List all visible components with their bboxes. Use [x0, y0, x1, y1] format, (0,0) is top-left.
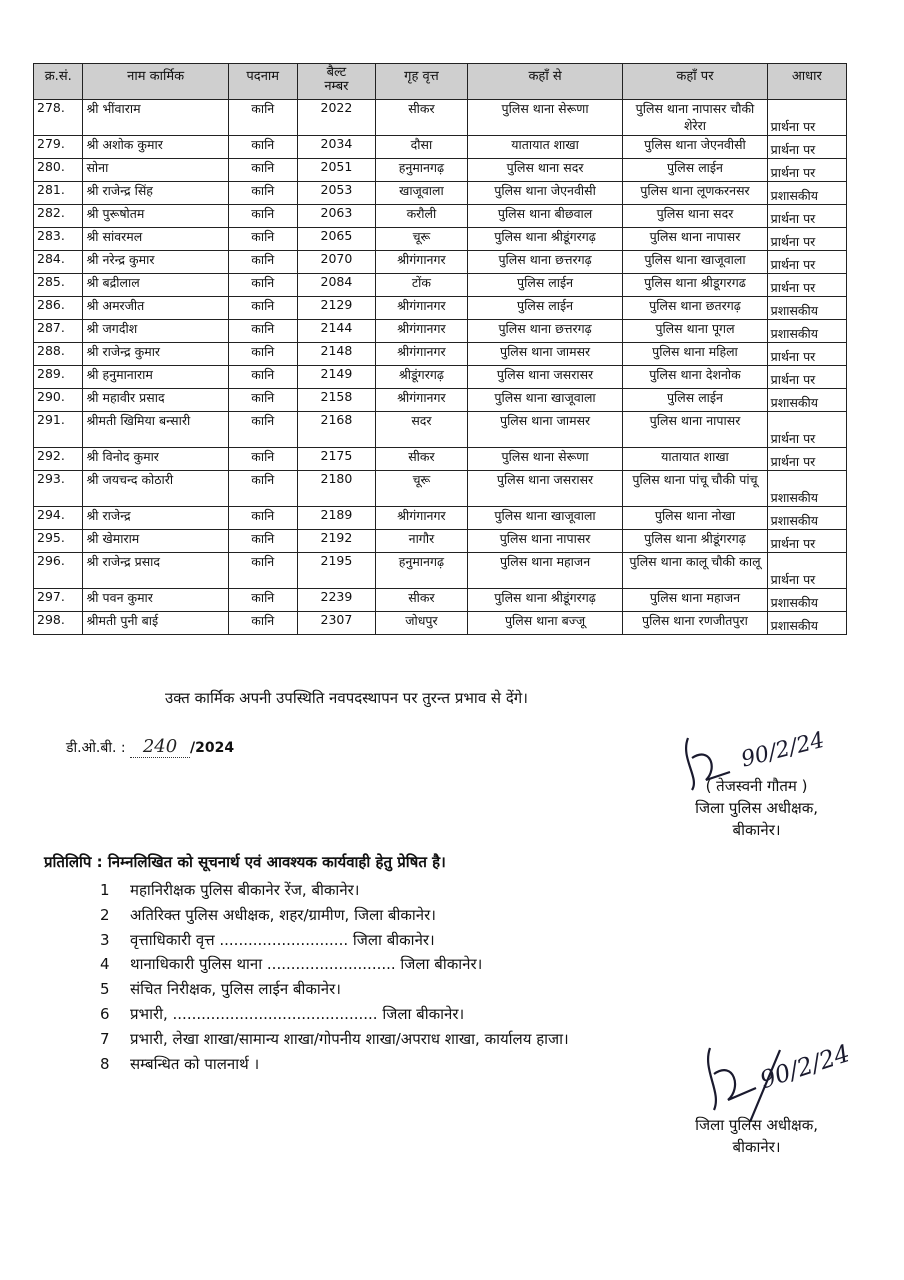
- table-row: [34, 448, 847, 471]
- table-row: [34, 589, 847, 612]
- cell-sn: 296.: [34, 553, 83, 589]
- cell-post: कानि: [228, 612, 297, 635]
- copy-item-number: 8: [100, 1054, 110, 1073]
- cell-to: पुलिस थाना रणजीतपुरा: [623, 612, 767, 635]
- cell-from: पुलिस थाना खाजूवाला: [467, 389, 623, 412]
- cell-name: श्री नरेन्द्र कुमार: [83, 251, 228, 274]
- cell-sn: 278.: [34, 100, 83, 136]
- cell-belt: 2144: [297, 320, 375, 343]
- cell-sn: 293.: [34, 471, 83, 507]
- cell-name: श्रीमती पुनी बाई: [83, 612, 228, 635]
- copy-item-text: प्रभारी, ........................................... जिला बीकानेर।: [130, 1004, 465, 1023]
- cell-post: कानि: [228, 366, 297, 389]
- cell-name: श्री सांवरमल: [83, 228, 228, 251]
- cell-basis: प्रशासकीय: [767, 389, 846, 412]
- cell-from: पुलिस थाना सदर: [467, 159, 623, 182]
- cell-name: सोना: [83, 159, 228, 182]
- signatory2-place: बीकानेर।: [732, 1138, 781, 1156]
- copy-list-item: [100, 1052, 569, 1077]
- cell-to: पुलिस थाना जेएनवीसी: [623, 136, 767, 159]
- cell-to: पुलिस थाना श्रीडूगरगढ: [623, 274, 767, 297]
- cell-name: श्री बद्रीलाल: [83, 274, 228, 297]
- cell-home: जोधपुर: [376, 612, 468, 635]
- cell-to: पुलिस थाना नापासर: [623, 412, 767, 448]
- cell-post: कानि: [228, 159, 297, 182]
- copy-item-text: वृत्ताधिकारी वृत्त ........................... जिला बीकानेर।: [130, 930, 435, 949]
- copy-item-number: 5: [100, 980, 110, 999]
- cell-from: पुलिस थाना छत्तरगढ़: [467, 251, 623, 274]
- table-row: [34, 159, 847, 182]
- header-post: पदनाम: [228, 64, 297, 100]
- cell-basis: प्रशासकीय: [767, 471, 846, 507]
- header-home: गृह वृत्त: [376, 64, 468, 100]
- copy-list-item: [100, 1027, 569, 1052]
- signatory-block: [695, 775, 818, 841]
- cell-sn: 292.: [34, 448, 83, 471]
- cell-basis: प्रार्थना पर: [767, 366, 846, 389]
- copy-item-number: 1: [100, 881, 110, 899]
- cell-basis: प्रशासकीय: [767, 297, 846, 320]
- copy-item-number: 4: [100, 955, 110, 974]
- cell-home: सीकर: [376, 100, 468, 136]
- header-name: नाम कार्मिक: [83, 64, 228, 100]
- cell-post: कानि: [228, 182, 297, 205]
- cell-basis: प्रशासकीय: [767, 507, 846, 530]
- dob-number: 240: [130, 736, 190, 758]
- cell-belt: 2168: [297, 412, 375, 448]
- table-row: [34, 366, 847, 389]
- cell-basis: प्रार्थना पर: [767, 343, 846, 366]
- cell-belt: 2180: [297, 471, 375, 507]
- cell-sn: 287.: [34, 320, 83, 343]
- cell-belt: 2022: [297, 100, 375, 136]
- cell-to: पुलिस थाना पांचू चौकी पांचू: [623, 471, 767, 507]
- cell-to: पुलिस थाना लूणकरनसर: [623, 182, 767, 205]
- signatory-block-2: [695, 1114, 818, 1158]
- cell-belt: 2034: [297, 136, 375, 159]
- cell-sn: 295.: [34, 530, 83, 553]
- signature-date-2: 90/2/24: [756, 1039, 854, 1095]
- cell-post: कानि: [228, 343, 297, 366]
- cell-home: सीकर: [376, 448, 468, 471]
- table-row: [34, 136, 847, 159]
- cell-home: हनुमानगढ़: [376, 159, 468, 182]
- cell-basis: प्रार्थना पर: [767, 530, 846, 553]
- copy-list-item: [100, 903, 569, 928]
- dob-prefix: डी.ओ.बी. :: [66, 740, 126, 756]
- table-row: [34, 507, 847, 530]
- cell-home: सीकर: [376, 589, 468, 612]
- cell-name: श्री खेमाराम: [83, 530, 228, 553]
- copy-item-number: 3: [100, 930, 110, 949]
- cell-post: कानि: [228, 553, 297, 589]
- cell-sn: 294.: [34, 507, 83, 530]
- cell-sn: 298.: [34, 612, 83, 635]
- dob-year: /2024: [190, 740, 235, 756]
- cell-post: कानि: [228, 589, 297, 612]
- cell-belt: 2051: [297, 159, 375, 182]
- cell-sn: 281.: [34, 182, 83, 205]
- cell-name: श्री जयचन्द कोठारी: [83, 471, 228, 507]
- copy-item-text: अतिरिक्त पुलिस अधीक्षक, शहर/ग्रामीण, जिला बीकानेर।: [130, 905, 436, 924]
- cell-home: श्रीगंगानगर: [376, 320, 468, 343]
- cell-name: श्री महावीर प्रसाद: [83, 389, 228, 412]
- copy-item-text: प्रभारी, लेखा शाखा/सामान्य शाखा/गोपनीय शाखा/अपराध शाखा, कार्यालय हाजा।: [130, 1029, 569, 1048]
- signatory2-designation: जिला पुलिस अधीक्षक,: [695, 1116, 818, 1134]
- cell-home: श्रीगंगानगर: [376, 389, 468, 412]
- cell-basis: प्रार्थना पर: [767, 136, 846, 159]
- cell-post: कानि: [228, 100, 297, 136]
- table-row: [34, 412, 847, 448]
- cell-home: श्रीगंगानगर: [376, 343, 468, 366]
- cell-to: पुलिस थाना कालू चौकी कालू: [623, 553, 767, 589]
- cell-to: पुलिस थाना नोखा: [623, 507, 767, 530]
- cell-from: पुलिस थाना श्रीडूंगरगढ़: [467, 228, 623, 251]
- cell-home: चूरू: [376, 228, 468, 251]
- cell-from: पुलिस थाना छत्तरगढ़: [467, 320, 623, 343]
- cell-name: श्रीमती खिमिया बन्सारी: [83, 412, 228, 448]
- cell-home: चूरू: [376, 471, 468, 507]
- cell-name: श्री पुरूषोतम: [83, 205, 228, 228]
- cell-belt: 2053: [297, 182, 375, 205]
- cell-basis: प्रार्थना पर: [767, 274, 846, 297]
- cell-to: पुलिस थाना सदर: [623, 205, 767, 228]
- copy-item-text: महानिरीक्षक पुलिस बीकानेर रेंज, बीकानेर।: [130, 881, 360, 899]
- cell-home: श्रीगंगानगर: [376, 507, 468, 530]
- header-belt: बैल्ट नम्बर: [297, 64, 375, 100]
- cell-from: पुलिस थाना बीछवाल: [467, 205, 623, 228]
- cell-belt: 2149: [297, 366, 375, 389]
- cell-basis: प्रार्थना पर: [767, 251, 846, 274]
- table-row: [34, 297, 847, 320]
- cell-post: कानि: [228, 320, 297, 343]
- cell-basis: प्रार्थना पर: [767, 448, 846, 471]
- cell-post: कानि: [228, 507, 297, 530]
- cell-name: श्री हनुमानाराम: [83, 366, 228, 389]
- copy-item-text: सम्बन्धित को पालनार्थ ।: [130, 1054, 260, 1073]
- cell-home: सदर: [376, 412, 468, 448]
- cell-to: पुलिस थाना खाजूवाला: [623, 251, 767, 274]
- cell-to: पुलिस थाना महाजन: [623, 589, 767, 612]
- cell-home: खाजूवाला: [376, 182, 468, 205]
- cell-name: श्री राजेन्द्र सिंह: [83, 182, 228, 205]
- cell-home: टोंक: [376, 274, 468, 297]
- cell-basis: प्रार्थना पर: [767, 100, 846, 136]
- cell-name: श्री राजेन्द्र: [83, 507, 228, 530]
- cell-post: कानि: [228, 412, 297, 448]
- cell-to: पुलिस थाना नापासर: [623, 228, 767, 251]
- cell-name: श्री जगदीश: [83, 320, 228, 343]
- table-row: [34, 182, 847, 205]
- cell-belt: 2065: [297, 228, 375, 251]
- cell-from: पुलिस थाना जामसर: [467, 412, 623, 448]
- cell-sn: 284.: [34, 251, 83, 274]
- cell-to: पुलिस लाईन: [623, 389, 767, 412]
- cell-from: पुलिस लाईन: [467, 274, 623, 297]
- cell-post: कानि: [228, 471, 297, 507]
- table-row: [34, 205, 847, 228]
- copy-list-item: [100, 878, 569, 903]
- cell-sn: 291.: [34, 412, 83, 448]
- cell-basis: प्रार्थना पर: [767, 159, 846, 182]
- cell-name: श्री राजेन्द्र कुमार: [83, 343, 228, 366]
- cell-belt: 2307: [297, 612, 375, 635]
- cell-to: पुलिस थाना श्रीडूंगरगढ़: [623, 530, 767, 553]
- table-row: [34, 389, 847, 412]
- cell-post: कानि: [228, 205, 297, 228]
- table-row: [34, 530, 847, 553]
- transfer-table: [33, 63, 847, 635]
- table-row: [34, 612, 847, 635]
- cell-basis: प्रार्थना पर: [767, 205, 846, 228]
- cell-sn: 297.: [34, 589, 83, 612]
- cell-belt: 2148: [297, 343, 375, 366]
- cell-post: कानि: [228, 274, 297, 297]
- table-row: [34, 100, 847, 136]
- header-to: कहाँ पर: [623, 64, 767, 100]
- copy-item-text: थानाधिकारी पुलिस थाना ........................... जिला बीकानेर।: [130, 955, 483, 974]
- cell-sn: 283.: [34, 228, 83, 251]
- cell-from: पुलिस थाना महाजन: [467, 553, 623, 589]
- cell-post: कानि: [228, 389, 297, 412]
- cell-name: श्री राजेन्द्र प्रसाद: [83, 553, 228, 589]
- cell-from: पुलिस थाना सेरूणा: [467, 448, 623, 471]
- cell-from: पुलिस थाना जसरासर: [467, 471, 623, 507]
- cell-belt: 2158: [297, 389, 375, 412]
- signature-date: 90/2/24: [738, 728, 828, 773]
- header-sn: क्र.सं.: [34, 64, 83, 100]
- cell-basis: प्रशासकीय: [767, 612, 846, 635]
- cell-to: पुलिस थाना छतरगढ़: [623, 297, 767, 320]
- copy-list-item: [100, 928, 569, 953]
- cell-post: कानि: [228, 297, 297, 320]
- cell-belt: 2189: [297, 507, 375, 530]
- signatory-place: बीकानेर।: [732, 821, 781, 839]
- cell-to: पुलिस लाईन: [623, 159, 767, 182]
- cell-sn: 286.: [34, 297, 83, 320]
- cell-post: कानि: [228, 530, 297, 553]
- cell-home: दौसा: [376, 136, 468, 159]
- table-row: [34, 274, 847, 297]
- cell-sn: 288.: [34, 343, 83, 366]
- cell-to: पुलिस थाना देशनोक: [623, 366, 767, 389]
- table-row: [34, 553, 847, 589]
- copy-item-text: संचित निरीक्षक, पुलिस लाईन बीकानेर।: [130, 980, 341, 999]
- copy-list-item: [100, 952, 569, 977]
- cell-to: पुलिस थाना पूगल: [623, 320, 767, 343]
- cell-home: हनुमानगढ़: [376, 553, 468, 589]
- cell-from: पुलिस थाना नापासर: [467, 530, 623, 553]
- cell-name: श्री विनोद कुमार: [83, 448, 228, 471]
- table-header-row: [34, 64, 847, 100]
- cell-from: पुलिस थाना सेरूणा: [467, 100, 623, 136]
- cell-from: पुलिस थाना श्रीडूंगरगढ़: [467, 589, 623, 612]
- cell-home: श्रीडूंगरगढ़: [376, 366, 468, 389]
- cell-post: कानि: [228, 136, 297, 159]
- cell-from: पुलिस थाना खाजूवाला: [467, 507, 623, 530]
- cell-post: कानि: [228, 228, 297, 251]
- signatory-designation: जिला पुलिस अधीक्षक,: [695, 799, 818, 817]
- cell-belt: 2192: [297, 530, 375, 553]
- cell-from: पुलिस थाना जसरासर: [467, 366, 623, 389]
- cell-from: पुलिस थाना जेएनवीसी: [467, 182, 623, 205]
- cell-basis: प्रशासकीय: [767, 182, 846, 205]
- cell-home: करौली: [376, 205, 468, 228]
- copy-item-number: 6: [100, 1004, 110, 1023]
- cell-basis: प्रशासकीय: [767, 320, 846, 343]
- joining-note: उक्त कार्मिक अपनी उपस्थिति नवपदस्थापन पर तुरन्त प्रभाव से देंगे।: [165, 689, 528, 707]
- cell-sn: 282.: [34, 205, 83, 228]
- copy-list: [100, 878, 569, 1076]
- cell-name: श्री अशोक कुमार: [83, 136, 228, 159]
- cell-belt: 2195: [297, 553, 375, 589]
- copy-heading: प्रतिलिपि : निम्नलिखित को सूचनार्थ एवं आवश्यक कार्यवाही हेतु प्रेषित है।: [44, 853, 446, 871]
- copy-item-number: 2: [100, 905, 110, 924]
- cell-from: पुलिस थाना बज्जू: [467, 612, 623, 635]
- cell-to: यातायात शाखा: [623, 448, 767, 471]
- copy-list-item: [100, 1002, 569, 1027]
- cell-post: कानि: [228, 448, 297, 471]
- header-from: कहाँ से: [467, 64, 623, 100]
- table-row: [34, 471, 847, 507]
- copy-list-item: [100, 977, 569, 1002]
- cell-from: पुलिस लाईन: [467, 297, 623, 320]
- cell-name: श्री पवन कुमार: [83, 589, 228, 612]
- copy-item-number: 7: [100, 1029, 110, 1048]
- cell-from: यातायात शाखा: [467, 136, 623, 159]
- cell-sn: 289.: [34, 366, 83, 389]
- table-row: [34, 251, 847, 274]
- header-basis: आधार: [767, 64, 846, 100]
- table-row: [34, 343, 847, 366]
- cell-belt: 2129: [297, 297, 375, 320]
- cell-name: श्री अमरजीत: [83, 297, 228, 320]
- cell-basis: प्रार्थना पर: [767, 228, 846, 251]
- cell-post: कानि: [228, 251, 297, 274]
- dob-reference: [66, 736, 234, 758]
- cell-from: पुलिस थाना जामसर: [467, 343, 623, 366]
- cell-sn: 279.: [34, 136, 83, 159]
- cell-basis: प्रार्थना पर: [767, 412, 846, 448]
- cell-sn: 285.: [34, 274, 83, 297]
- cell-belt: 2239: [297, 589, 375, 612]
- cell-belt: 2070: [297, 251, 375, 274]
- cell-to: पुलिस थाना नापासर चौकी शेरेरा: [623, 100, 767, 136]
- cell-sn: 280.: [34, 159, 83, 182]
- table-row: [34, 320, 847, 343]
- cell-to: पुलिस थाना महिला: [623, 343, 767, 366]
- cell-basis: प्रशासकीय: [767, 589, 846, 612]
- table-row: [34, 228, 847, 251]
- signatory-name: ( तेजस्वनी गौतम ): [705, 777, 808, 795]
- cell-belt: 2084: [297, 274, 375, 297]
- cell-home: श्रीगंगानगर: [376, 251, 468, 274]
- cell-belt: 2175: [297, 448, 375, 471]
- cell-home: श्रीगंगानगर: [376, 297, 468, 320]
- cell-sn: 290.: [34, 389, 83, 412]
- cell-belt: 2063: [297, 205, 375, 228]
- cell-home: नागौर: [376, 530, 468, 553]
- cell-basis: प्रार्थना पर: [767, 553, 846, 589]
- cell-name: श्री भींवाराम: [83, 100, 228, 136]
